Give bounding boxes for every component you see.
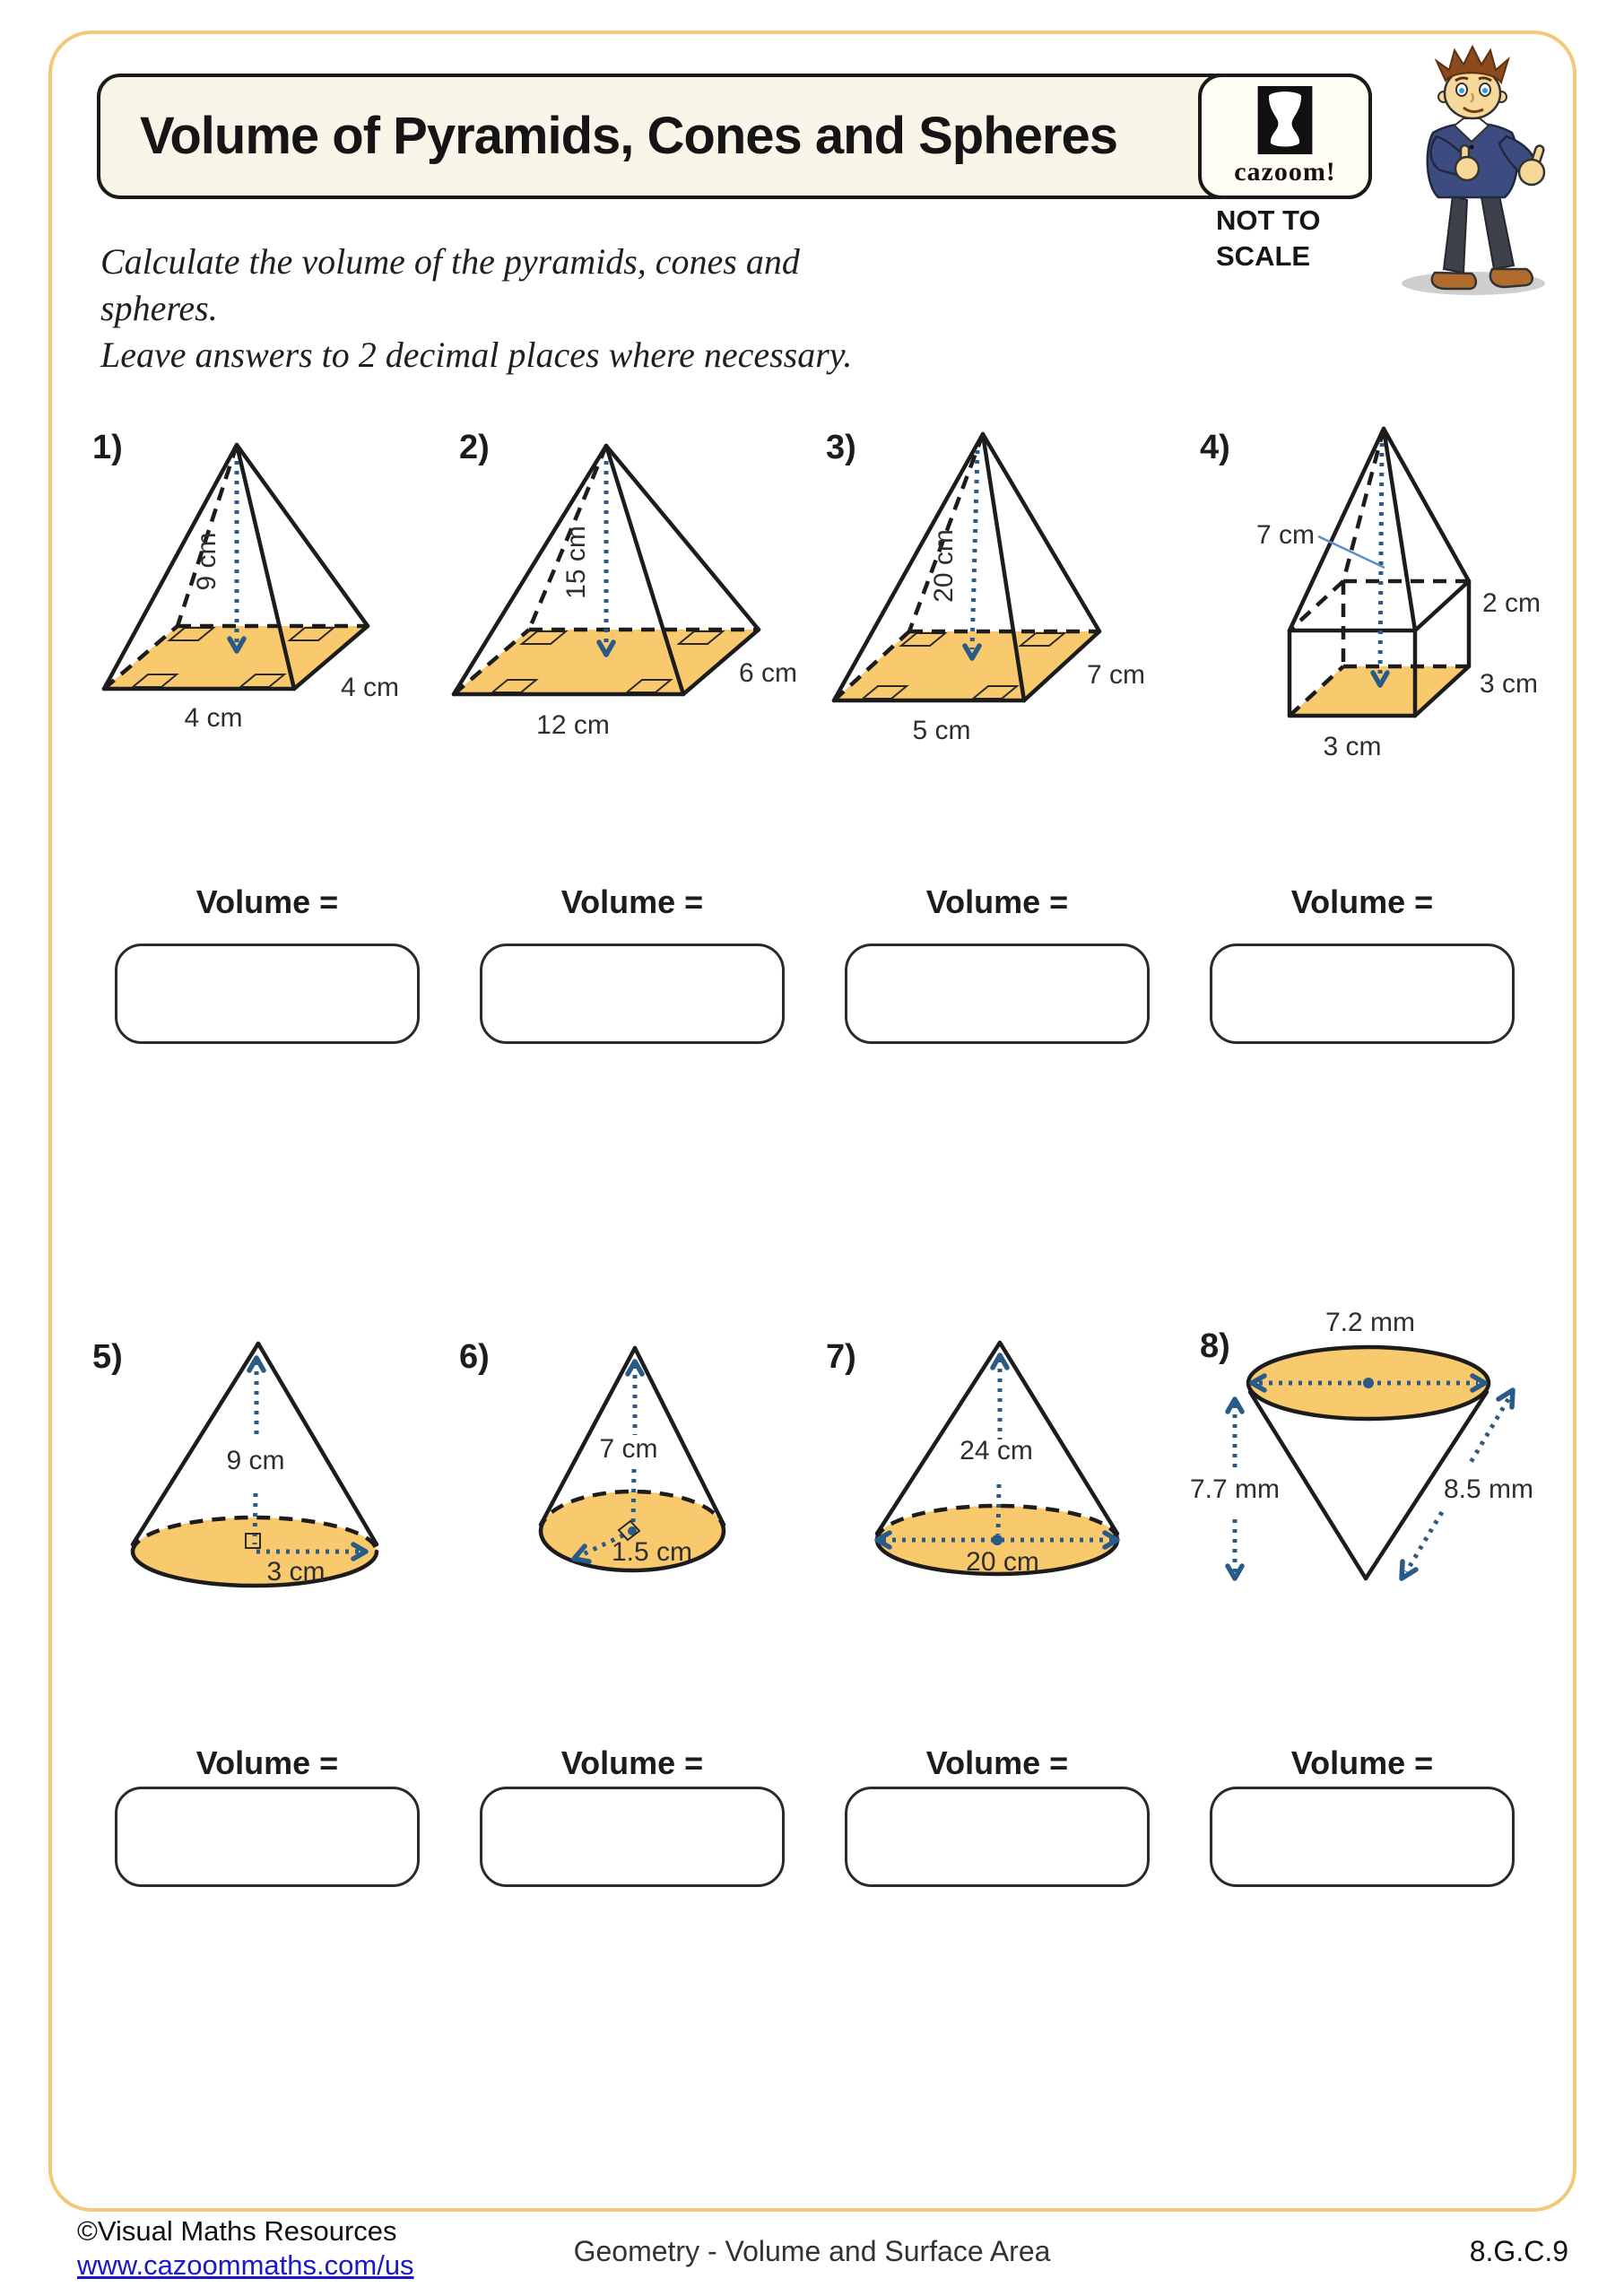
dimension-label-side: 6 cm: [739, 658, 798, 688]
dimension-label-depth: 3 cm: [1480, 669, 1539, 699]
dimension-label-diameter: 7.2 mm: [1324, 1308, 1416, 1337]
problem-1-figure-pyramid: [79, 418, 429, 781]
volume-label-4: Volume =: [1290, 883, 1434, 920]
volume-label-5: Volume =: [195, 1744, 339, 1781]
volume-label-1: Volume =: [195, 883, 339, 920]
copyright-text: ©Visual Maths Resources: [77, 2215, 397, 2247]
volume-label-2: Volume =: [560, 883, 704, 920]
answer-box-7[interactable]: [845, 1787, 1150, 1887]
dimension-label-height: 9 cm: [226, 1446, 285, 1475]
problem-8-figure-inverted-cone: [1173, 1299, 1568, 1680]
title-box: [97, 74, 1372, 199]
dimension-label-total-height: 7 cm: [1255, 520, 1315, 550]
dimension-label-radius: 3 cm: [266, 1557, 326, 1587]
worksheet-instructions: Calculate the volume of the pyramids, cones and spheres. Leave answers to 2 decimal places where necessary.: [100, 241, 853, 375]
answer-box-8[interactable]: [1210, 1787, 1515, 1887]
dimension-label-prism-height: 2 cm: [1482, 588, 1541, 618]
problem-3-number: 3): [826, 429, 856, 466]
dimension-label-height: 9 cm: [192, 532, 221, 591]
answer-box-2[interactable]: [480, 944, 785, 1044]
problem-5-figure-cone: [79, 1309, 429, 1673]
dimension-label-side: 7 cm: [1087, 660, 1146, 690]
answer-box-3[interactable]: [845, 944, 1150, 1044]
not-to-scale-note: NOT TO SCALE: [1216, 204, 1321, 272]
answer-box-6[interactable]: [480, 1787, 785, 1887]
problem-7-number: 7): [826, 1338, 856, 1376]
dimension-label-height: 24 cm: [960, 1436, 1033, 1465]
student-character-illustration: [1370, 43, 1576, 308]
volume-label-3: Volume =: [925, 883, 1069, 920]
cazoommaths-link[interactable]: www.cazoommaths.com/us: [77, 2249, 414, 2281]
answer-box-4[interactable]: [1210, 944, 1515, 1044]
dimension-label-slant: 8.5 mm: [1443, 1474, 1534, 1504]
problem-2-number: 2): [459, 429, 490, 466]
cazoom-logo: [1198, 74, 1372, 199]
answer-box-1[interactable]: [115, 944, 420, 1044]
problem-7-figure-cone: [807, 1305, 1166, 1677]
problem-8-number: 8): [1200, 1327, 1230, 1365]
problem-3-figure-pyramid: [807, 409, 1166, 790]
dimension-label-radius: 1.5 cm: [611, 1537, 693, 1567]
volume-label-6: Volume =: [560, 1744, 704, 1781]
problem-5-number: 5): [92, 1338, 123, 1376]
problem-6-figure-cone: [443, 1309, 802, 1673]
worksheet-category: Geometry - Volume and Surface Area: [573, 2235, 1051, 2267]
volume-label-7: Volume =: [925, 1744, 1069, 1781]
problem-1-number: 1): [92, 429, 123, 466]
volume-label-8: Volume =: [1290, 1744, 1434, 1781]
problem-2-figure-pyramid: [443, 414, 802, 787]
dimension-label-height: 20 cm: [929, 529, 959, 603]
dimension-label-height: 7.7 mm: [1189, 1474, 1281, 1504]
problem-4-number: 4): [1200, 429, 1230, 466]
dimension-label-base: 12 cm: [536, 710, 610, 740]
problem-6-number: 6): [459, 1338, 490, 1376]
dimension-label-height: 7 cm: [599, 1434, 658, 1464]
dimension-label-height: 15 cm: [561, 526, 591, 599]
dimension-label-base: 3 cm: [1323, 732, 1382, 761]
page-title: Volume of Pyramids, Cones and Spheres: [140, 107, 1118, 165]
problem-4-figure-prism-pyramid: [1173, 402, 1568, 792]
cazoom-logo-text: cazoom!: [1234, 157, 1336, 187]
dimension-label-diameter: 20 cm: [966, 1547, 1039, 1577]
answer-box-5[interactable]: [115, 1787, 420, 1887]
standard-code: 8.G.C.9: [1469, 2235, 1568, 2267]
cazoom-goblet-icon: [1257, 86, 1313, 159]
dimension-label-base: 5 cm: [912, 716, 971, 745]
dimension-label-side: 4 cm: [341, 673, 400, 702]
dimension-label-base: 4 cm: [184, 703, 243, 733]
